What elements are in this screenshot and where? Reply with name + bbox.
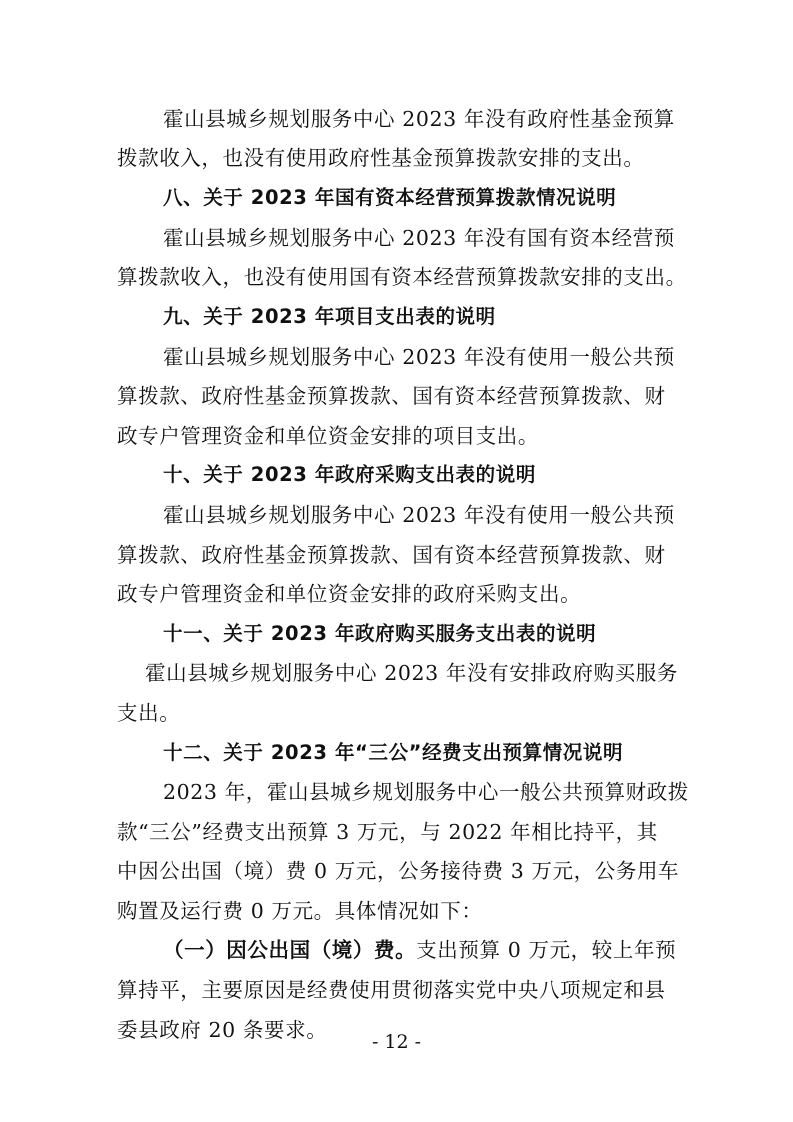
- paragraph-line: 款“三公”经费支出预算 3 万元，与 2022 年相比持平，其: [117, 820, 658, 844]
- paragraph-line: 算拨款、政府性基金预算拨款、国有资本经营预算拨款、财: [117, 384, 666, 408]
- paragraph-line: [163, 937, 676, 963]
- paragraph-line: 购置及运行费 0 万元。具体情况如下：: [117, 899, 483, 923]
- paragraph-line: 算拨款、政府性基金预算拨款、国有资本经营预算拨款、财: [117, 543, 666, 567]
- section-heading-10: 十、关于 2023 年政府采购支出表的说明: [163, 463, 536, 486]
- paragraph-line: 2023 年，霍山县城乡规划服务中心一般公共预算财政拨: [163, 780, 689, 804]
- paragraph-line: 算持平，主要原因是经费使用贯彻落实党中央八项规定和县: [117, 978, 666, 1002]
- paragraph-line: 政专户管理资金和单位资金安排的政府采购支出。: [117, 582, 582, 606]
- page-number: - 12 -: [371, 1031, 422, 1053]
- paragraph-line: 霍山县城乡规划服务中心 2023 年没有使用一般公共预: [163, 503, 675, 527]
- subsection-text: 支出预算 0 万元，较上年预: [416, 938, 677, 962]
- paragraph-line: 拨款收入，也没有使用政府性基金预算拨款安排的支出。: [117, 146, 645, 170]
- section-heading-9: 九、关于 2023 年项目支出表的说明: [163, 305, 496, 328]
- paragraph-line: 委县政府 20 条要求。: [117, 1018, 328, 1042]
- section-heading-8: 八、关于 2023 年国有资本经营预算拨款情况说明: [163, 186, 617, 209]
- paragraph-line: 支出。: [117, 701, 181, 725]
- paragraph-line: 霍山县城乡规划服务中心 2023 年没有安排政府购买服务: [145, 661, 679, 685]
- paragraph-line: 霍山县城乡规划服务中心 2023 年没有使用一般公共预: [163, 345, 675, 369]
- section-heading-12: 十二、关于 2023 年“三公”经费支出预算情况说明: [163, 741, 624, 764]
- paragraph-line: 中因公出国（境）费 0 万元，公务接待费 3 万元，公务用车: [117, 859, 680, 883]
- paragraph-line: 算拨款收入，也没有使用国有资本经营预算拨款安排的支出。: [117, 265, 687, 289]
- paragraph-line: 霍山县城乡规划服务中心 2023 年没有政府性基金预算: [163, 107, 675, 131]
- paragraph-line: 霍山县城乡规划服务中心 2023 年没有国有资本经营预: [163, 226, 675, 250]
- paragraph-line: 政专户管理资金和单位资金安排的项目支出。: [117, 424, 539, 448]
- section-heading-11: 十一、关于 2023 年政府购买服务支出表的说明: [163, 622, 597, 645]
- subsection-heading: （一）因公出国（境）费。: [163, 938, 417, 962]
